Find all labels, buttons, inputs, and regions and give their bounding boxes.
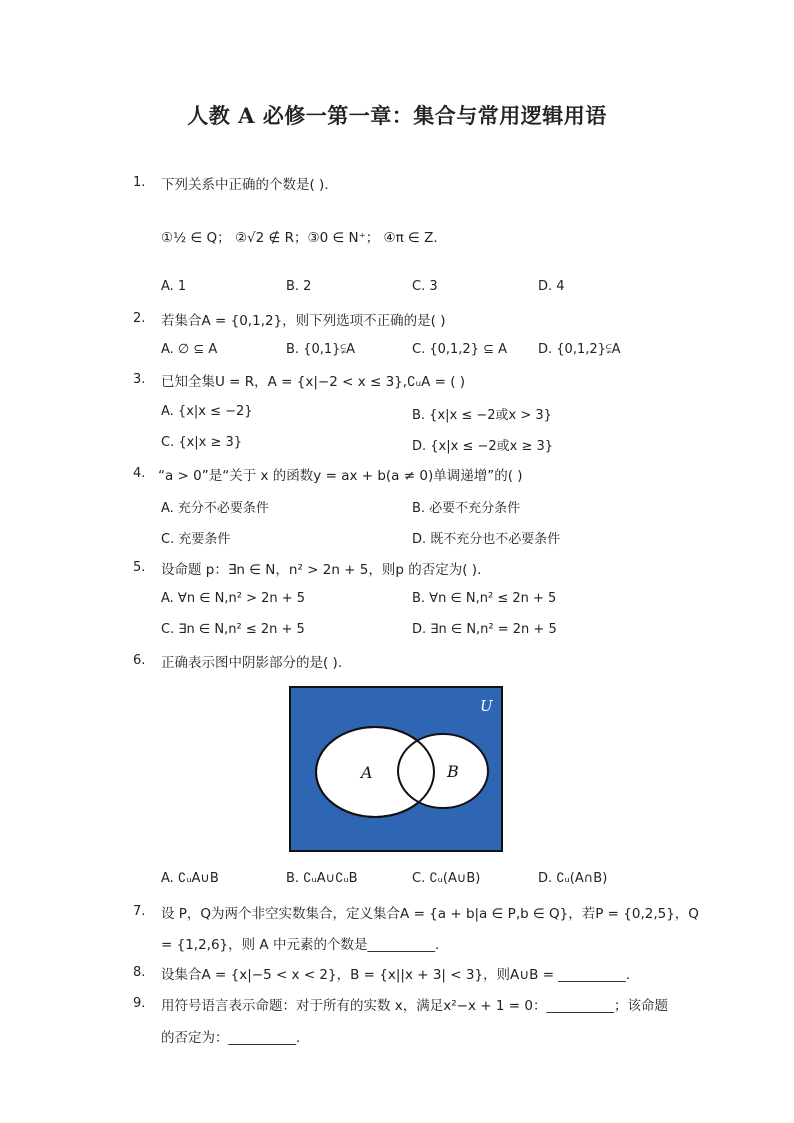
option-c: C. {x|x ≥ 3} [161, 435, 243, 450]
question-stem: 已知全集U = R，A = {x|−2 < x ≤ 3},∁ᵤA = ( ) [161, 374, 466, 390]
option-c: C. 充要条件 [161, 532, 231, 547]
question-stem-continued: = {1,2,6}，则 A 中元素的个数是__________. [161, 937, 440, 953]
question-number: 7. [133, 904, 146, 919]
option-d: D. 4 [538, 279, 565, 294]
question-stem: 设集合A = {x|−5 < x < 2}，B = {x||x + 3| < 3}，则A∪B = __________. [161, 967, 631, 983]
question-stem: 若集合A = {0,1,2}，则下列选项不正确的是( ) [161, 313, 446, 329]
option-b: B. 必要不充分条件 [412, 501, 521, 516]
option-a: A. {x|x ≤ −2} [161, 404, 253, 419]
option-b: B. ∀n ∈ N,n² ≤ 2n + 5 [412, 591, 557, 606]
question-stem-continued: 的否定为：__________. [161, 1030, 301, 1046]
question-stem: 设 P，Q为两个非空实数集合，定义集合A = {a + b|a ∈ P,b ∈ Q}，若P = {0,2,5}，Q [161, 906, 699, 922]
question-number: 3. [133, 372, 146, 387]
option-a: A. 1 [161, 279, 187, 294]
question-number: 6. [133, 653, 146, 668]
universe-label: U [480, 697, 493, 715]
option-b: B. {x|x ≤ −2或x > 3} [412, 408, 552, 423]
question-number: 8. [133, 965, 146, 980]
set-b-circle [398, 734, 488, 808]
option-b: B. ∁ᵤA∪∁ᵤB [286, 871, 358, 886]
option-b: B. {0,1}⫋A [286, 342, 356, 357]
question-stem: 设命题 p：∃n ∈ N，n² > 2n + 5，则p 的否定为( ). [161, 562, 482, 578]
question-number: 2. [133, 311, 146, 326]
page-title: 人教 A 必修一第一章：集合与常用逻辑用语 [187, 103, 607, 128]
venn-diagram [289, 686, 503, 852]
question-number: 9. [133, 996, 146, 1011]
question-stem: 正确表示图中阴影部分的是( ). [161, 655, 343, 671]
option-c: C. {0,1,2} ⊆ A [412, 342, 508, 357]
option-b: B. 2 [286, 279, 312, 294]
question-number: 1. [133, 175, 146, 190]
option-a: A. ∀n ∈ N,n² > 2n + 5 [161, 591, 306, 606]
option-d: D. 既不充分也不必要条件 [412, 532, 561, 547]
option-d: D. {0,1,2}⫋A [538, 342, 621, 357]
question-stem: 用符号语言表示命题：对于所有的实数 x，满足x²−x + 1 = 0：__________；该命题 [161, 998, 668, 1014]
set-b-label: B [447, 762, 459, 781]
question-expression: ①½ ∈ Q； ②√2 ∉ R；③0 ∈ N⁺； ④π ∈ Z. [161, 230, 438, 246]
option-c: C. 3 [412, 279, 438, 294]
option-c: C. ∃n ∈ N,n² ≤ 2n + 5 [161, 622, 305, 637]
option-d: D. {x|x ≤ −2或x ≥ 3} [412, 439, 554, 454]
question-number: 4. [133, 466, 146, 481]
set-a-label: A [361, 763, 373, 782]
question-stem: 下列关系中正确的个数是( ). [161, 177, 329, 193]
option-a: A. ∅ ⊆ A [161, 342, 218, 357]
option-a: A. 充分不必要条件 [161, 501, 269, 516]
option-d: D. ∃n ∈ N,n² = 2n + 5 [412, 622, 557, 637]
question-number: 5. [133, 560, 146, 575]
option-c: C. ∁ᵤ(A∪B) [412, 871, 481, 886]
option-a: A. ∁ᵤA∪B [161, 871, 219, 886]
question-stem: “a > 0”是“关于 x 的函数y = ax + b(a ≠ 0)单调递增”的( ) [158, 468, 523, 484]
option-d: D. ∁ᵤ(A∩B) [538, 871, 608, 886]
